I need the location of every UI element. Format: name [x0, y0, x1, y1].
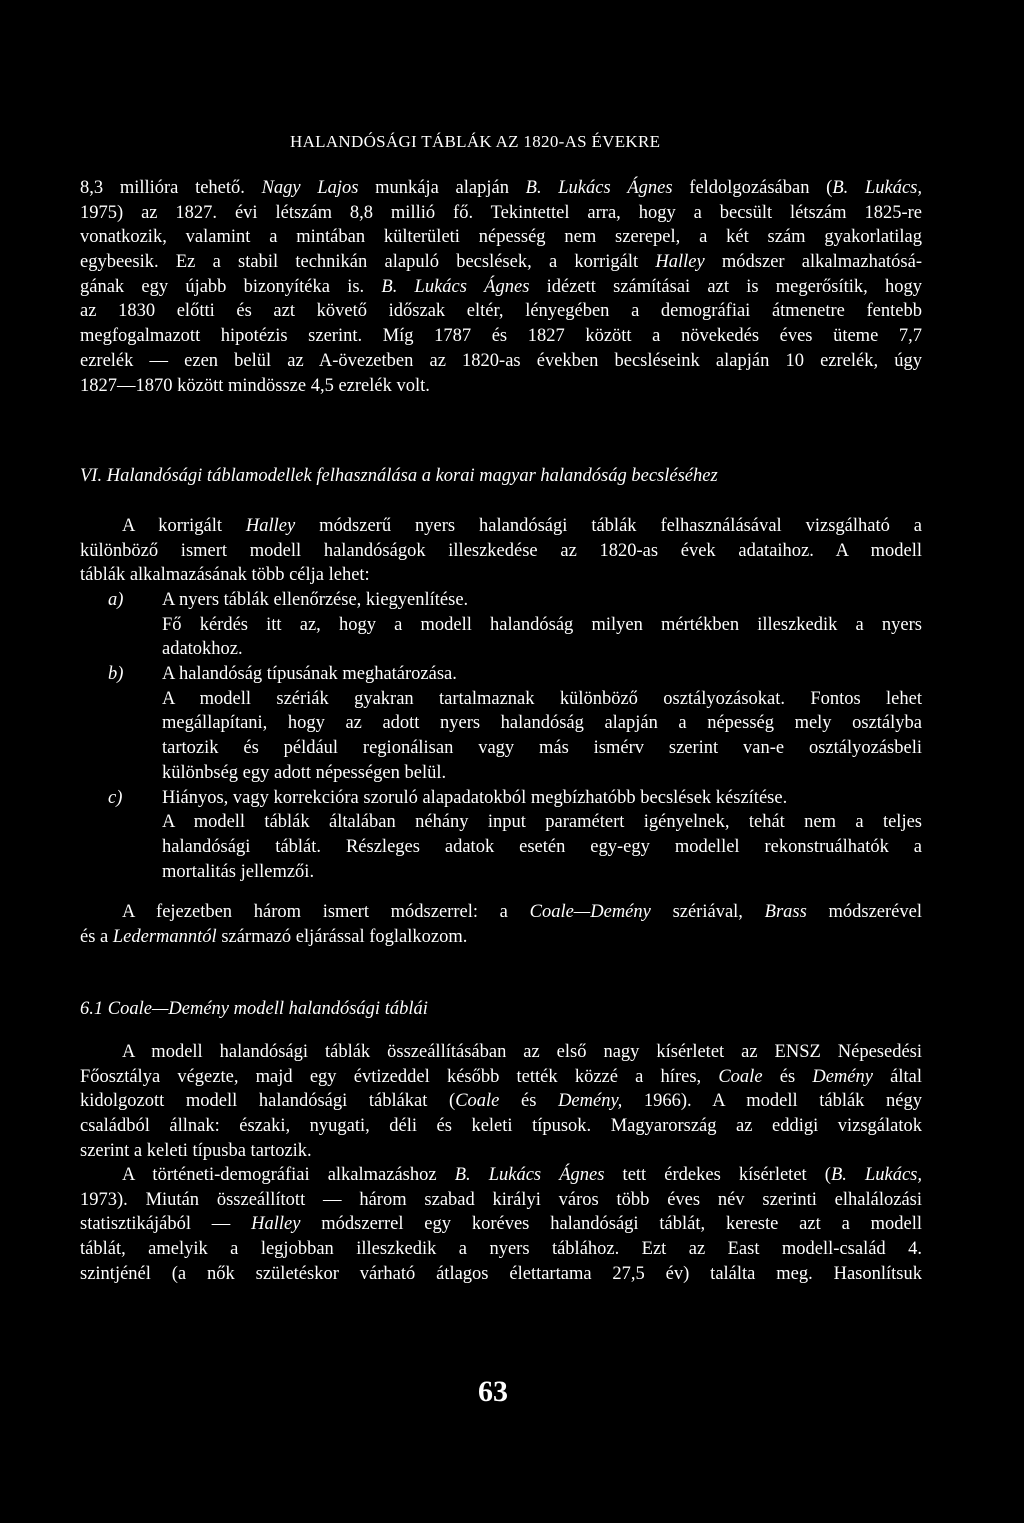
- paragraph-population-estimate: [80, 176, 922, 398]
- text-line: 1973). Miután összeállított — három szabad királyi város több éves név szerinti elhalálozási: [80, 1189, 922, 1210]
- italic-run: Halley: [655, 252, 705, 273]
- text-line: különbség egy adott népességen belül.: [162, 762, 447, 783]
- paragraph-chapter-methods: [80, 900, 922, 949]
- italic-run: B. Lukács Ágnes: [381, 276, 530, 297]
- page-number: 63: [478, 1375, 508, 1408]
- text-line: egybeesik. Ez a stabil technikán alapuló becslések, a korrigált Halley módszer alkalmazhatósá-: [80, 252, 922, 273]
- text-line: kidolgozott modell halandósági táblákat (Coale és Demény, 1966). A modell táblák négy: [80, 1091, 923, 1112]
- italic-run: Ledermanntól: [112, 926, 217, 947]
- text-line: A modell táblák általában néhány input paramétert igényelnek, tehát nem a teljes: [162, 812, 922, 833]
- running-header: HALANDÓSÁGI TÁBLÁK AZ 1820-AS ÉVEKRE: [290, 132, 661, 151]
- italic-run: Brass: [764, 902, 807, 922]
- text-line: megfogalmazott hipotézis szerint. Míg 1787 és 1827 között a növekedés éves üteme 7,7: [80, 326, 922, 347]
- text-line: 8,3 millióra tehető. Nagy Lajos munkája alapján B. Lukács Ágnes feldolgozásában (B. Lukács,: [80, 178, 922, 198]
- text-line: az 1830 előtti és azt követő időszak eltér, lényegében a demográfiai átmenetre fentebb: [80, 301, 922, 322]
- text-line: 1975) az 1827. évi létszám 8,8 millió fő. Tekintettel arra, hogy a becsült létszám 1825-re: [80, 202, 922, 223]
- text-line: vonatkozik, valamint a mintában külterületi népesség nem szerepel, a két szám gyakorlatilag: [80, 227, 922, 248]
- text-line: és a Ledermanntól származó eljárással foglalkozom.: [80, 926, 468, 947]
- section-heading-vi: VI. Halandósági táblamodellek felhasználása a korai magyar halandóság becsléséhez: [80, 466, 718, 486]
- text-line: Főosztálya végezte, majd egy évtizeddel később tették közzé a híres, Coale és Demény által: [80, 1066, 922, 1087]
- italic-run: Coale: [455, 1091, 500, 1112]
- italic-run: Coale: [718, 1066, 763, 1087]
- italic-run: Halley: [251, 1214, 301, 1235]
- text-line: tartozik és például regionálisan vagy más ismérv szerint van-e osztályozásbeli: [162, 738, 922, 759]
- italic-run: Demény,: [558, 1091, 623, 1112]
- text-line: táblák alkalmazásának több célja lehet:: [80, 565, 370, 586]
- paragraph-coale-demeny: [80, 1040, 922, 1163]
- italic-run: Halley: [245, 516, 296, 536]
- text-line: különböző ismert modell halandóságok illeszkedése az 1820-as évek adataihoz. A modell: [80, 540, 922, 561]
- list-item-a: [80, 588, 922, 662]
- text-line: szerint a keleti típusba tartozik.: [80, 1140, 312, 1161]
- text-line: 1827—1870 között mindössze 4,5 ezrelék volt.: [80, 375, 430, 396]
- text-line: halandósági táblát. Részleges adatok esetén egy-egy modellel rekonstruálhatók a: [162, 836, 922, 857]
- italic-run: Nagy Lajos: [261, 178, 359, 198]
- text-line: A fejezetben három ismert módszerrel: a Coale—Demény szériával, Brass módszerével: [122, 902, 922, 922]
- italic-run: B. Lukács Ágnes: [454, 1165, 605, 1185]
- text-line: táblát, amelyik a legjobban illeszkedik a nyers táblához. Ezt az East modell-család 4.: [80, 1239, 922, 1260]
- text-line: A történeti-demográfiai alkalmazáshoz B. Lukács Ágnes tett érdekes kísérletet (B. Lukács,: [122, 1165, 922, 1185]
- italic-run: Demény: [812, 1066, 873, 1087]
- text-line: mortalitás jellemzői.: [162, 861, 315, 882]
- list-marker-a: a): [108, 590, 124, 610]
- section-heading-6-1: 6.1 Coale—Demény modell halandósági táblái: [80, 999, 428, 1019]
- text-line: Fő kérdés itt az, hogy a modell halandóság milyen mértékben illeszkedik a nyers: [162, 614, 922, 635]
- italic-run: B. Lukács,: [832, 178, 922, 198]
- italic-run: B. Lukács,: [830, 1165, 922, 1185]
- italic-run: Coale—Demény: [529, 902, 651, 922]
- italic-run: B. Lukács Ágnes: [525, 178, 673, 198]
- text-line: A modell szériák gyakran tartalmaznak különböző osztályozásokat. Fontos lehet: [162, 688, 922, 709]
- text-line: A modell halandósági táblák összeállításában az első nagy kísérletet az ENSZ Népesedési: [122, 1042, 922, 1062]
- text-line: gának egy újabb bizonyítéka is. B. Lukács Ágnes idézett számításai azt is megerősítik, hogy: [80, 276, 922, 297]
- text-line: A halandóság típusának meghatározása.: [162, 664, 457, 685]
- text-line: ezrelék — ezen belül az A-övezetben az 1820-as években becsléseink alapján 10 ezrelék, úgy: [80, 350, 922, 371]
- text-line: szintjénél (a nők születéskor várható átlagos élettartama 27,5 év) találta meg. Hasonlítsuk: [80, 1263, 922, 1284]
- list-marker-c: c): [108, 787, 123, 808]
- text-line: megállapítani, hogy az adott nyers halandóság alapján a népesség mely osztályba: [162, 713, 922, 734]
- text-line: statisztikájából — Halley módszerrel egy koréves halandósági táblát, kereste azt a modell: [80, 1214, 922, 1235]
- paragraph-lukacs-experiment: [80, 1163, 922, 1286]
- paragraph-model-tables-intro: [80, 514, 922, 588]
- list-item-c: [80, 786, 922, 885]
- list-marker-b: b): [108, 664, 124, 685]
- list-model-table-purposes: [80, 588, 922, 884]
- text-line: családból állnak: északi, nyugati, déli és keleti típusok. Magyarország az eddigi vizsgálatok: [80, 1116, 922, 1137]
- text-line: adatokhoz.: [162, 639, 243, 660]
- text-line: Hiányos, vagy korrekcióra szoruló alapadatokból megbízhatóbb becslések készítése.: [162, 787, 788, 808]
- text-line: A nyers táblák ellenőrzése, kiegyenlítése.: [162, 590, 469, 610]
- text-line: A korrigált Halley módszerű nyers halandósági táblák felhasználásával vizsgálható a: [122, 516, 923, 536]
- list-item-b: [80, 662, 922, 785]
